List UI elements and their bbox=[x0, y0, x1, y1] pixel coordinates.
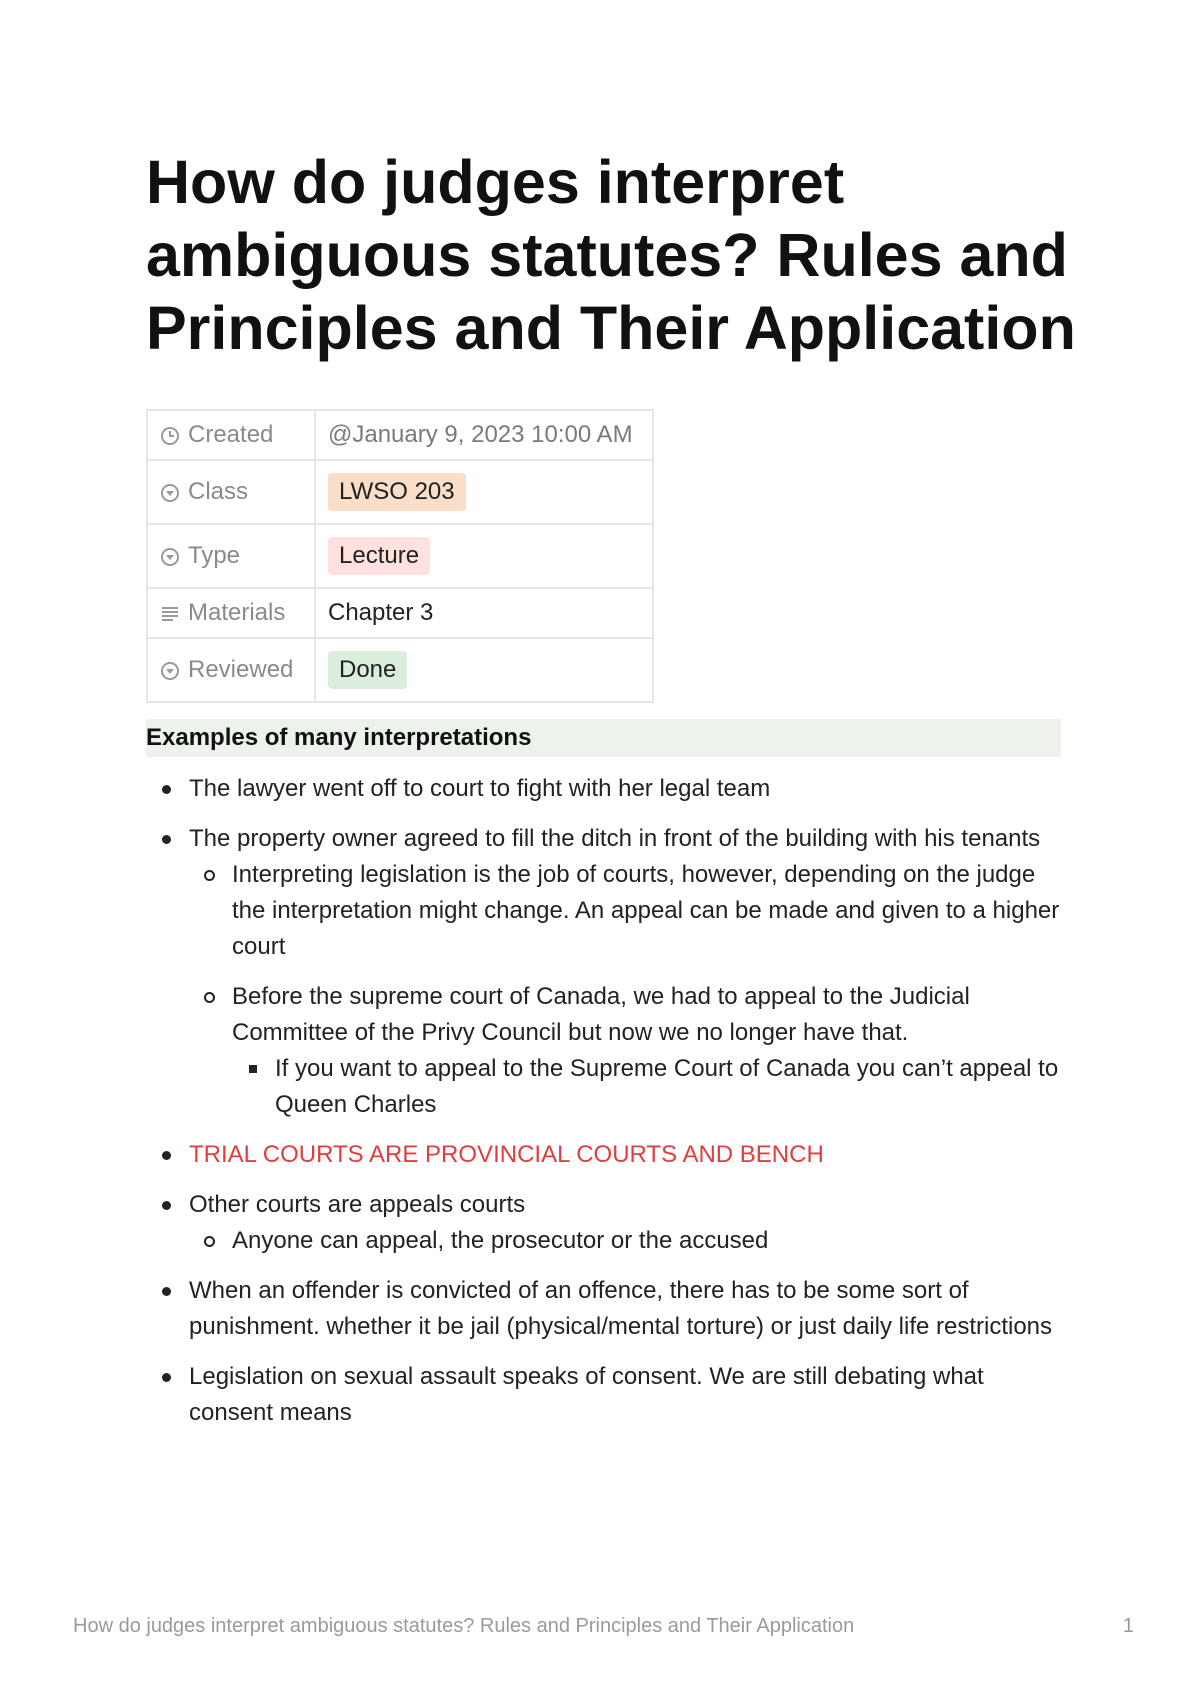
page-number: 1 bbox=[1122, 1615, 1134, 1637]
property-row-created bbox=[147, 410, 653, 460]
bullet-list bbox=[146, 771, 1066, 1431]
property-value-materials[interactable]: Chapter 3 bbox=[315, 588, 653, 638]
select-icon bbox=[160, 483, 180, 503]
list-item: If you want to appeal to the Supreme Court of Canada you can’t appeal to Queen Charles bbox=[232, 1051, 1066, 1123]
property-value-created[interactable]: @January 9, 2023 10:00 AM bbox=[315, 410, 653, 460]
list-item: Before the supreme court of Canada, we had to appeal to the Judicial Committee of the Privy Council but now we no longer have that. If you want to appeal to the Supreme Court of Canada you can’t appeal to Queen Charles bbox=[189, 979, 1066, 1123]
page-title: How do judges interpret ambiguous statutes? Rules and Principles and Their Application bbox=[146, 148, 1076, 362]
property-label-materials: Materials bbox=[188, 599, 286, 626]
bullet-dot-icon bbox=[162, 1287, 171, 1296]
list-item: Legislation on sexual assault speaks of consent. We are still debating what consent means bbox=[146, 1359, 1066, 1431]
property-label-class: Class bbox=[188, 478, 249, 505]
property-row-class bbox=[147, 460, 653, 524]
sub-bullet-list bbox=[189, 857, 1066, 1123]
list-item: The property owner agreed to fill the ditch in front of the building with his tenants Interpreting legislation is the job of courts, however, depending on the judge the interpretation might change. An appeal can be made and given to a higher court Before the supreme court of Canada, we had to appeal to the Judicial Committee of the Privy Council but now we no longer have that. If you want to appeal to the Supreme Court of Canada you can’t appeal to Queen Charles bbox=[146, 821, 1066, 1123]
bullet-circle-icon bbox=[204, 870, 215, 881]
list-item: Interpreting legislation is the job of courts, however, depending on the judge the interpretation might change. An appeal can be made and given to a higher court bbox=[189, 857, 1066, 965]
bullet-dot-icon bbox=[162, 1201, 171, 1210]
list-item: When an offender is convicted of an offence, there has to be some sort of punishment. whether it be jail (physical/mental torture) or just daily life restrictions bbox=[146, 1273, 1066, 1345]
property-label-created: Created bbox=[188, 421, 274, 448]
property-row-type bbox=[147, 524, 653, 588]
reviewed-tag[interactable]: Done bbox=[328, 651, 407, 689]
property-row-materials bbox=[147, 588, 653, 638]
notes-content bbox=[146, 771, 1066, 1445]
sub-bullet-list bbox=[189, 1223, 1066, 1259]
list-item bbox=[146, 1137, 1066, 1173]
class-tag[interactable]: LWSO 203 bbox=[328, 473, 466, 511]
list-item: Anyone can appeal, the prosecutor or the accused bbox=[189, 1223, 1066, 1259]
bullet-dot-icon bbox=[162, 1151, 171, 1160]
property-row-reviewed bbox=[147, 638, 653, 702]
sub-sub-bullet-list bbox=[232, 1051, 1066, 1123]
select-icon bbox=[160, 661, 180, 681]
text-lines-icon bbox=[160, 604, 180, 624]
footer-title: How do judges interpret ambiguous statutes? Rules and Principles and Their Application bbox=[73, 1615, 855, 1637]
list-item: Other courts are appeals courts Anyone can appeal, the prosecutor or the accused bbox=[146, 1187, 1066, 1259]
section-heading: Examples of many interpretations bbox=[146, 719, 1061, 757]
property-label-reviewed: Reviewed bbox=[188, 656, 294, 683]
type-tag[interactable]: Lecture bbox=[328, 537, 430, 575]
bullet-dot-icon bbox=[162, 1373, 171, 1382]
select-icon bbox=[160, 547, 180, 567]
clock-icon bbox=[160, 426, 180, 446]
property-label-type: Type bbox=[188, 542, 241, 569]
list-item: The lawyer went off to court to fight with her legal team bbox=[146, 771, 1066, 807]
bullet-dot-icon bbox=[162, 785, 171, 794]
bullet-circle-icon bbox=[204, 992, 215, 1003]
bullet-square-icon bbox=[249, 1065, 257, 1073]
bullet-circle-icon bbox=[204, 1236, 215, 1247]
bullet-dot-icon bbox=[162, 835, 171, 844]
highlighted-note: TRIAL COURTS ARE PROVINCIAL COURTS AND BENCH bbox=[189, 1141, 824, 1168]
properties-table bbox=[146, 409, 654, 703]
